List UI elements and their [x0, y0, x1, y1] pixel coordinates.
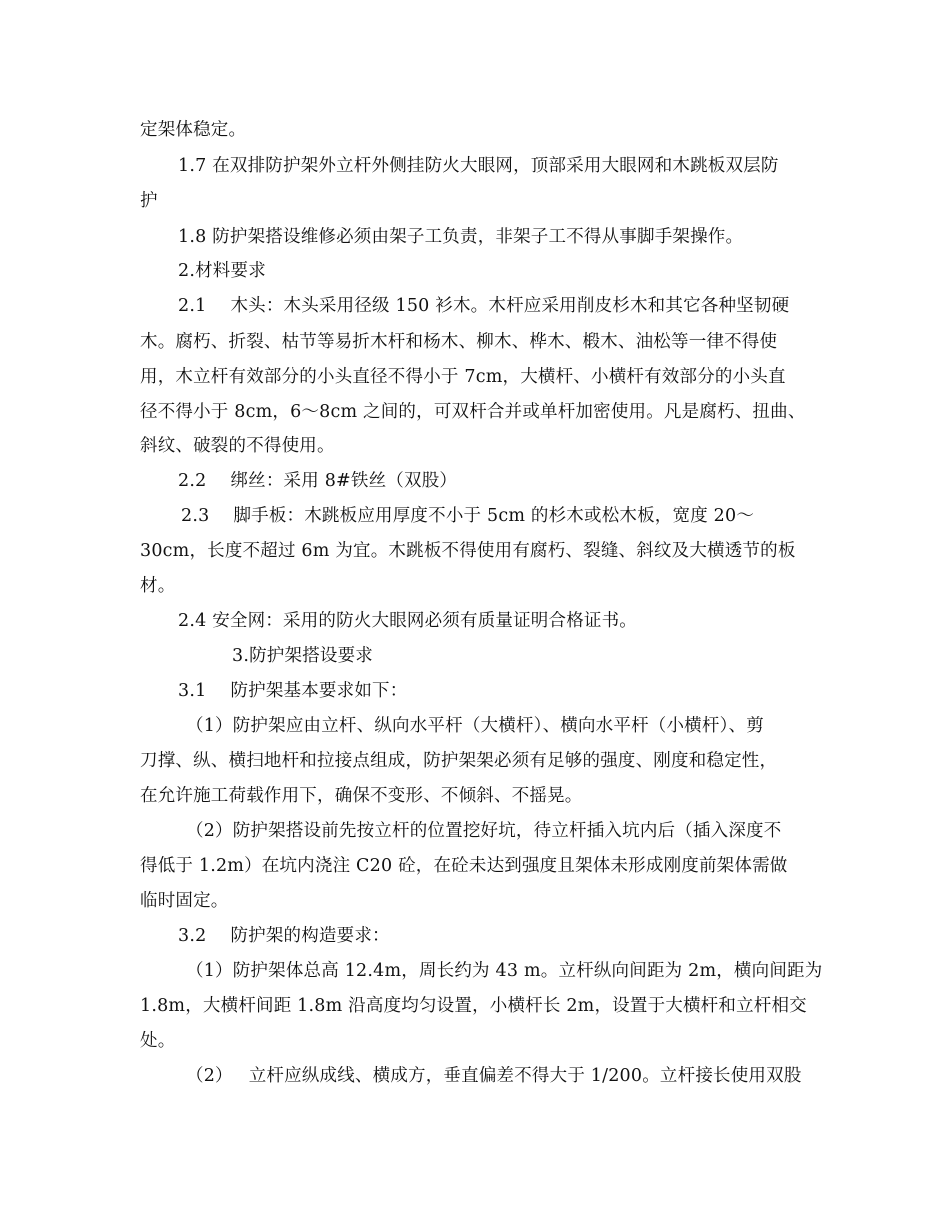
- item-text: 防护架基本要求如下：: [230, 681, 408, 701]
- item-number: 3.1: [178, 681, 207, 701]
- text-line: [178, 294, 858, 318]
- item-number: （2）: [186, 1066, 233, 1086]
- text-line: [178, 469, 858, 493]
- item-text: 绑丝：采用 8#铁丝（双股）: [230, 471, 458, 491]
- text-line: 1.8 防护架搭设维修必须由架子工负责，非架子工不得从事脚手架操作。: [178, 227, 744, 247]
- section-heading: 2.材料要求: [178, 261, 266, 281]
- item-text: 防护架的构造要求：: [230, 926, 390, 946]
- text-line: （1）防护架应由立杆、纵向水平杆（大横杆）、横向水平杆（小横杆）、剪: [186, 716, 764, 736]
- section-heading: 3.防护架搭设要求: [232, 646, 373, 666]
- text-line: 1.7 在双排防护架外立杆外侧挂防火大眼网，顶部采用大眼网和木跳板双层防: [178, 156, 779, 176]
- item-text: 立杆应纵成线、横成方，垂直偏差不得大于 1/200。立杆接长使用双股: [248, 1066, 802, 1086]
- text-line: [186, 1064, 866, 1088]
- text-line: 在允许施工荷载作用下，确保不变形、不倾斜、不摇晃。: [140, 786, 583, 806]
- text-line: [181, 504, 861, 528]
- text-line: 刀撑、纵、横扫地杆和拉接点组成，防护架架必须有足够的强度、刚度和稳定性，: [140, 751, 778, 771]
- text-line: 定架体稳定。: [140, 120, 247, 140]
- item-number: 2.3: [181, 506, 210, 526]
- text-line: 2.4 安全网：采用的防火大眼网必须有质量证明合格证书。: [178, 611, 637, 631]
- item-number: 2.1: [178, 296, 207, 316]
- text-line: 材。: [140, 576, 176, 596]
- text-line: 1.8m，大横杆间距 1.8m 沿高度均匀设置，小横杆长 2m，设置于大横杆和立杆相交: [140, 996, 807, 1016]
- text-line: [178, 924, 858, 948]
- text-line: 30cm，长度不超过 6m 为宜。木跳板不得使用有腐朽、裂缝、斜纹及大横透节的板: [140, 541, 796, 561]
- item-text: 脚手板：木跳板应用厚度不小于 5cm 的杉木或松木板，宽度 20～: [233, 506, 755, 526]
- text-line: [178, 679, 858, 703]
- text-line: （2）防护架搭设前先按立杆的位置挖好坑，待立杆插入坑内后（插入深度不: [186, 821, 782, 841]
- text-line: 木。腐朽、折裂、枯节等易折木杆和杨木、柳木、桦木、椴木、油松等一律不得使: [140, 332, 778, 352]
- item-text: 木头：木头采用径级 150 衫木。木杆应采用削皮杉木和其它各种坚韧硬: [230, 296, 790, 316]
- item-number: 2.2: [178, 471, 207, 491]
- text-line: 处。: [140, 1031, 176, 1051]
- text-line: 径不得小于 8cm，6～8cm 之间的，可双杆合并或单杆加密使用。凡是腐朽、扭曲、: [140, 402, 806, 422]
- text-line: 斜纹、破裂的不得使用。: [140, 436, 335, 456]
- text-line: 护: [140, 191, 158, 211]
- text-line: 用，木立杆有效部分的小头直径不得小于 7cm，大横杆、小横杆有效部分的小头直: [140, 367, 786, 387]
- text-line: 临时固定。: [140, 891, 229, 911]
- text-line: （1）防护架体总高 12.4m，周长约为 43 m。立杆纵向间距为 2m，横向间距为: [186, 961, 823, 981]
- item-number: 3.2: [178, 926, 207, 946]
- text-line: 得低于 1.2m）在坑内浇注 C20 砼，在砼未达到强度且架体未形成刚度前架体需做: [140, 856, 788, 876]
